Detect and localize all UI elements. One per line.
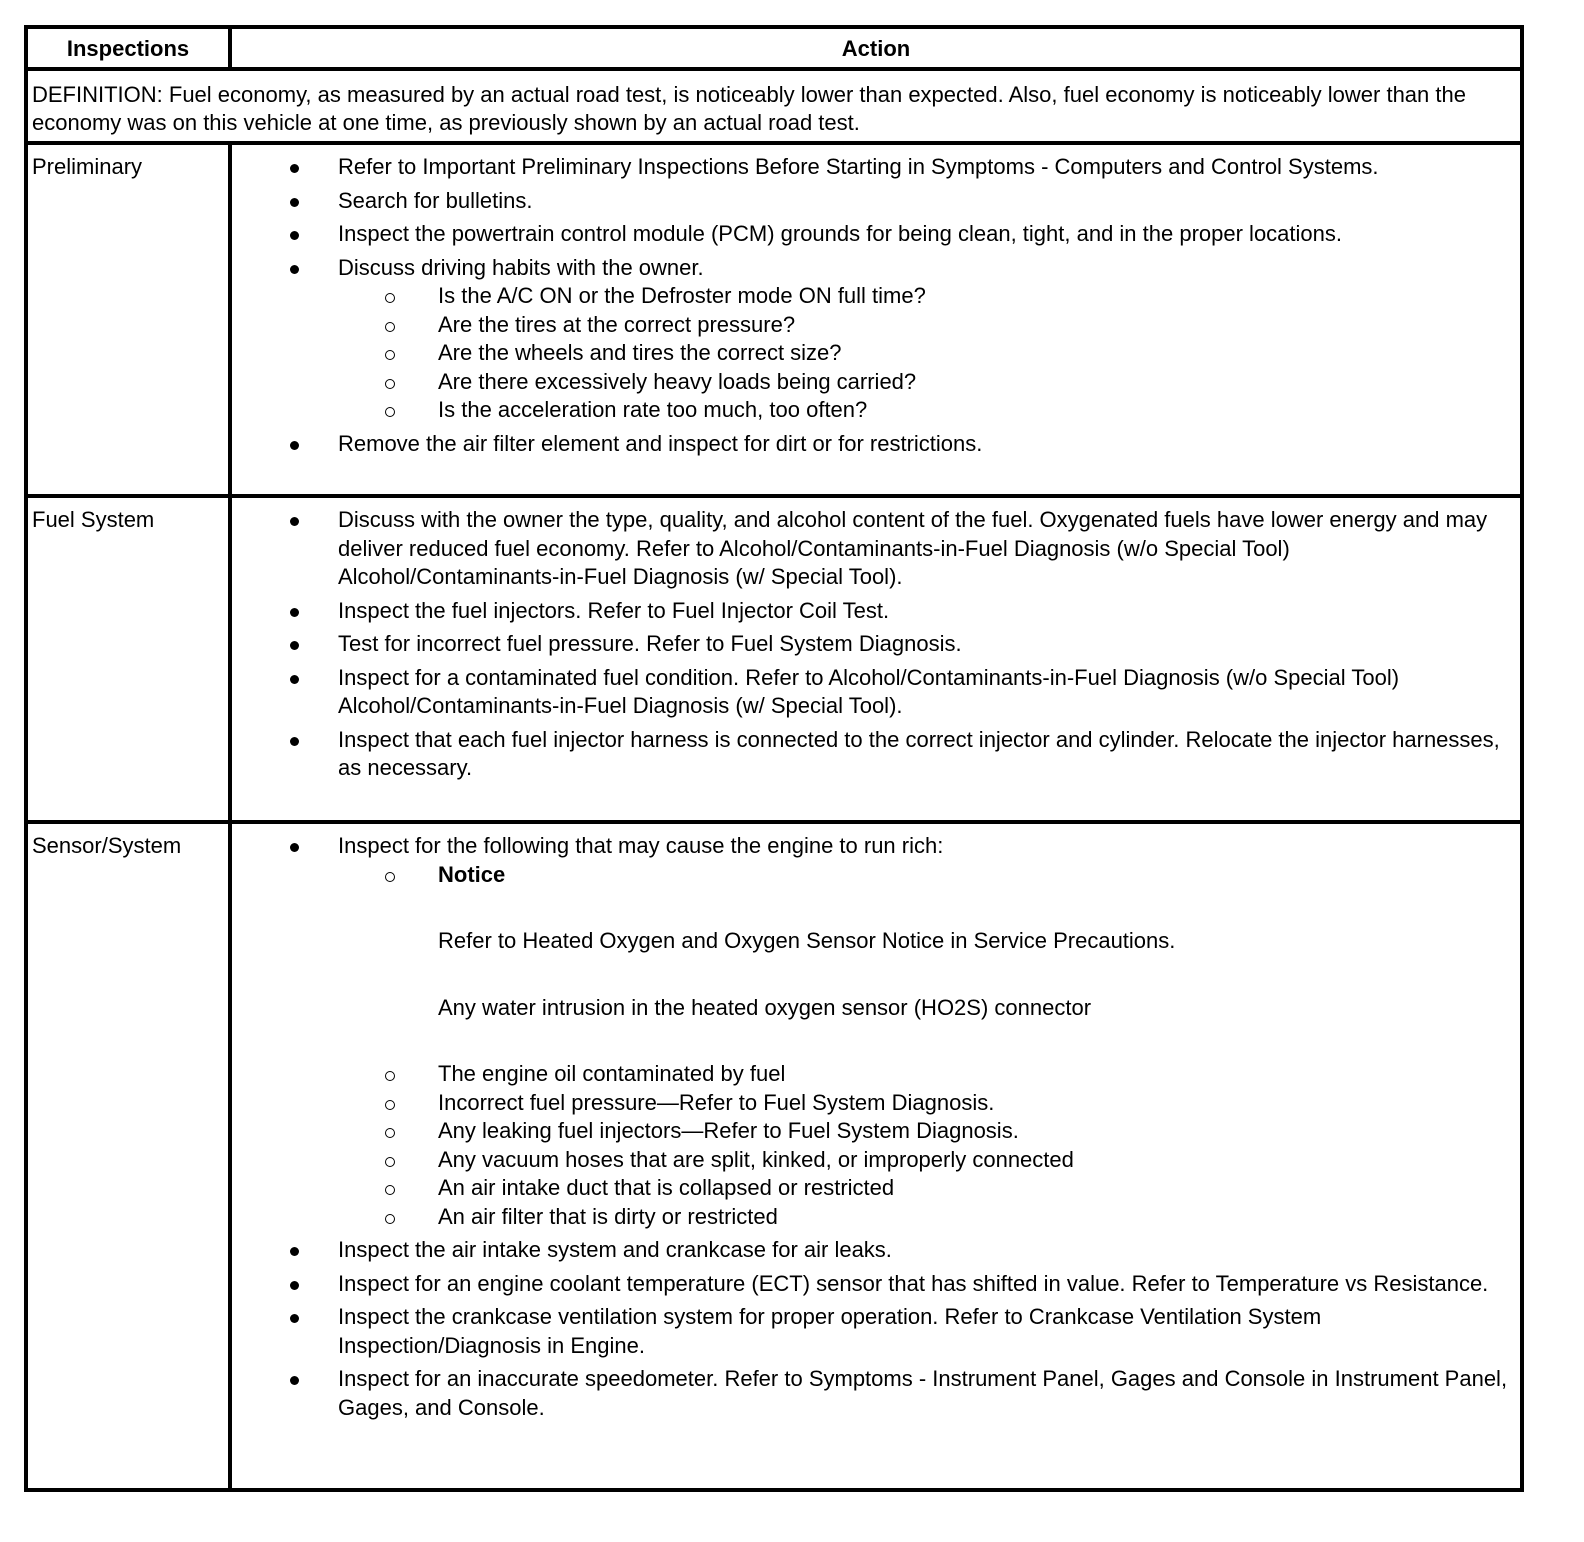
- sub-item-text: The engine oil contaminated by fuel: [438, 1061, 786, 1086]
- list-item: [232, 1270, 1514, 1299]
- bullet-icon: [290, 1376, 299, 1385]
- list-item-text: Inspect for an inaccurate speedometer. Refer to Symptoms - Instrument Panel, Gages and Console in Instrument Panel, Gages, and Console.: [338, 1366, 1508, 1420]
- bullet-list: [232, 153, 1514, 458]
- sub-list-item: [232, 339, 1514, 368]
- sub-list: [232, 861, 1514, 1232]
- header-action: Action: [230, 27, 1522, 69]
- circle-bullet-icon: [385, 1071, 395, 1081]
- list-item: [232, 254, 1514, 425]
- row-label-preliminary: Preliminary: [26, 143, 230, 496]
- list-item: [232, 187, 1514, 216]
- circle-bullet-icon: [385, 1157, 395, 1167]
- notice-title: Notice: [438, 861, 506, 887]
- list-item-text: Remove the air filter element and inspect for dirt or for restrictions.: [338, 430, 983, 456]
- list-item: [232, 220, 1514, 249]
- list-item: [232, 597, 1514, 626]
- action-cell-fuel-system: [230, 496, 1522, 822]
- sub-list-item: [232, 368, 1514, 397]
- list-item: [232, 726, 1514, 783]
- definition-text: DEFINITION: Fuel economy, as measured by an actual road test, is noticeably lower than expected. Also, fuel economy is noticeably lower than the economy was on this vehicle at one time, as previously shown by an actual road test.: [26, 69, 1522, 143]
- sub-item-text: Any leaking fuel injectors—Refer to Fuel System Diagnosis.: [438, 1118, 1019, 1143]
- sub-item-text: Are the tires at the correct pressure?: [438, 311, 796, 337]
- bullet-icon: [290, 675, 299, 684]
- bullet-icon: [290, 843, 299, 852]
- sub-list-item: [232, 396, 1514, 425]
- list-item: [232, 1365, 1514, 1422]
- list-item: [232, 1236, 1514, 1265]
- action-cell-sensor-system: [230, 822, 1522, 1490]
- bullet-icon: [290, 517, 299, 526]
- sub-item-text: Are there excessively heavy loads being carried?: [438, 368, 917, 394]
- sub-list-item: [232, 282, 1514, 311]
- sub-list-item: [232, 1146, 1514, 1175]
- diagnostic-table: [24, 25, 1524, 1492]
- list-item: [232, 664, 1514, 721]
- circle-bullet-icon: [385, 379, 395, 389]
- notice-text: Refer to Heated Oxygen and Oxygen Sensor Notice in Service Precautions.: [438, 928, 1176, 953]
- action-cell-preliminary: [230, 143, 1522, 496]
- list-item: [232, 153, 1514, 182]
- list-item: [232, 430, 1514, 459]
- sub-item-text: Are the wheels and tires the correct size?: [438, 340, 842, 365]
- bullet-list: [232, 832, 1514, 1422]
- bullet-list: [232, 506, 1514, 783]
- sub-item-text: An air filter that is dirty or restricted: [438, 1203, 778, 1229]
- circle-bullet-icon: [385, 1214, 395, 1224]
- list-item-text: Inspect the fuel injectors. Refer to Fuel Injector Coil Test.: [338, 597, 890, 623]
- circle-bullet-icon: [385, 1128, 395, 1138]
- sub-list-item: [232, 1174, 1514, 1203]
- sub-list-item: [232, 1060, 1514, 1089]
- circle-bullet-icon: [385, 407, 395, 417]
- list-item-text: Inspect for a contaminated fuel condition. Refer to Alcohol/Contaminants-in-Fuel Diagnosis (w/o Special Tool) Alcohol/Contaminants-in-Fuel Diagnosis (w/ Special Tool).: [338, 664, 1400, 718]
- sub-list-item: [232, 1203, 1514, 1232]
- definition-row: [26, 69, 1522, 143]
- list-item-text: Inspect the air intake system and crankcase for air leaks.: [338, 1237, 892, 1262]
- sub-list-item: [232, 1117, 1514, 1146]
- sub-item-text: Is the A/C ON or the Defroster mode ON full time?: [438, 283, 926, 308]
- bullet-icon: [290, 265, 299, 274]
- row-label-fuel-system: Fuel System: [26, 496, 230, 822]
- bullet-icon: [290, 198, 299, 207]
- circle-bullet-icon: [385, 350, 395, 360]
- header-inspections: Inspections: [26, 27, 230, 69]
- bullet-icon: [290, 1247, 299, 1256]
- list-item-text: Test for incorrect fuel pressure. Refer to Fuel System Diagnosis.: [338, 631, 962, 656]
- list-item-text: Refer to Important Preliminary Inspections Before Starting in Symptoms - Computers and Control Systems.: [338, 154, 1379, 179]
- bullet-icon: [290, 441, 299, 450]
- list-item-text: Discuss with the owner the type, quality, and alcohol content of the fuel. Oxygenated fuels have lower energy and may deliver reduced fuel economy. Refer to Alcohol/Contaminants-in-Fuel Diagnosis (w/o Special Tool) Alcohol/Contaminants-in-Fuel Diagnosis (w/ Special Tool).: [338, 507, 1488, 589]
- sub-list-item: [232, 311, 1514, 340]
- list-item-text: Inspect that each fuel injector harness is connected to the correct injector and cylinder. Relocate the injector harnesses, as necessary.: [338, 726, 1500, 780]
- bullet-icon: [290, 1281, 299, 1290]
- sub-item-text: Any vacuum hoses that are split, kinked, or improperly connected: [438, 1146, 1074, 1172]
- bullet-icon: [290, 737, 299, 746]
- circle-bullet-icon: [385, 1100, 395, 1110]
- bullet-icon: [290, 608, 299, 617]
- bullet-icon: [290, 641, 299, 650]
- circle-bullet-icon: [385, 872, 395, 882]
- bullet-icon: [290, 231, 299, 240]
- list-item-text: Inspect for an engine coolant temperature (ECT) sensor that has shifted in value. Refer to Temperature vs Resistance.: [338, 1270, 1489, 1296]
- circle-bullet-icon: [385, 322, 395, 332]
- bullet-icon: [290, 164, 299, 173]
- list-item: [232, 832, 1514, 1231]
- sub-list-item: [232, 1089, 1514, 1118]
- sub-item-text: Is the acceleration rate too much, too often?: [438, 397, 868, 422]
- sub-list: [232, 282, 1514, 425]
- list-item: [232, 506, 1514, 592]
- row-label-sensor-system: Sensor/System: [26, 822, 230, 1490]
- table-row: [26, 143, 1522, 496]
- table-row: [26, 496, 1522, 822]
- notice-item-text: Any water intrusion in the heated oxygen sensor (HO2S) connector: [438, 994, 1092, 1020]
- sub-item-text: Incorrect fuel pressure—Refer to Fuel System Diagnosis.: [438, 1089, 995, 1115]
- sub-item-text: An air intake duct that is collapsed or restricted: [438, 1175, 895, 1200]
- list-item: [232, 630, 1514, 659]
- list-item: [232, 1303, 1514, 1360]
- table-row: [26, 822, 1522, 1490]
- list-item-text: Inspect the powertrain control module (PCM) grounds for being clean, tight, and in the proper locations.: [338, 221, 1342, 246]
- circle-bullet-icon: [385, 293, 395, 303]
- list-item-text: Search for bulletins.: [338, 187, 533, 213]
- list-item-text: Inspect the crankcase ventilation system for proper operation. Refer to Crankcase Ventilation System Inspection/Diagnosis in Engine.: [338, 1304, 1322, 1358]
- bullet-icon: [290, 1314, 299, 1323]
- list-item-text: Inspect for the following that may cause the engine to run rich:: [338, 833, 944, 858]
- circle-bullet-icon: [385, 1185, 395, 1195]
- header-row: [26, 27, 1522, 69]
- notice-item: [232, 861, 1514, 1023]
- list-item-text: Discuss driving habits with the owner.: [338, 254, 704, 280]
